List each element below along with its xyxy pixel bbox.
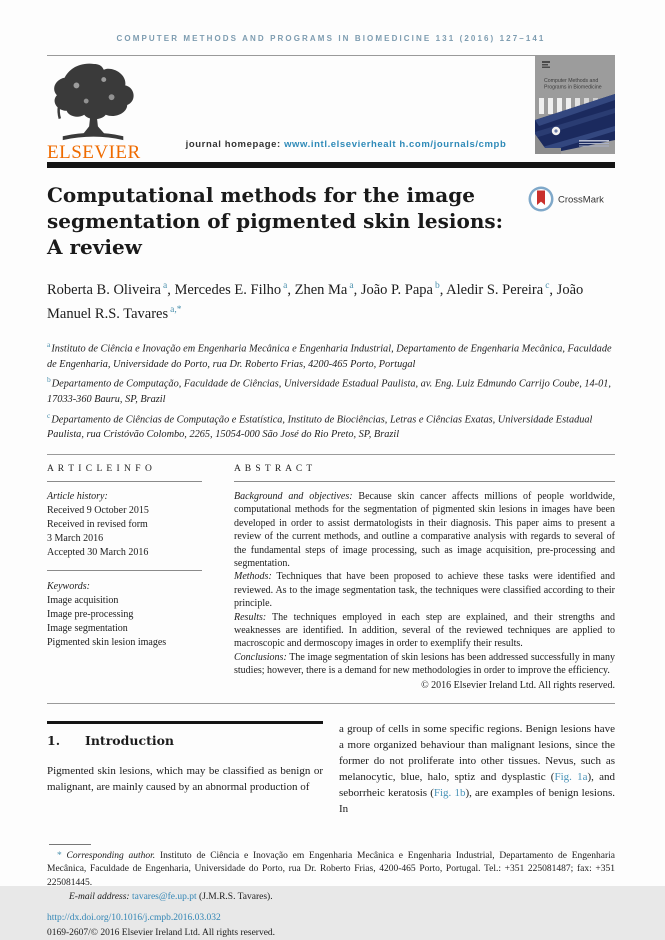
article-info-heading: A R T I C L E I N F O xyxy=(47,463,153,474)
footnote-rule xyxy=(49,844,91,845)
abstract-column xyxy=(234,464,615,693)
abstract-paragraph-methods: Methods: Techniques that have been proposed to achieve these tasks were identified and reviewed. As to the image segmentation task, the techniques were classified according to their principle. xyxy=(234,571,615,610)
affiliations xyxy=(47,337,615,443)
body-paragraph: a group of cells in some specific regions. Benign lesions have a more organized behaviour than malignant lesions, since the former do not proliferate into other tissues. Nevus, such as melanocytic, blue, halo, sptiz and dysplastic (Fig. 1a), and seborrheic keratosis (Fig. 1b), are examples of benign lesions. In xyxy=(339,722,616,815)
article-info-column xyxy=(47,464,202,693)
section-number: 1. xyxy=(47,733,61,749)
section-title: Introduction xyxy=(85,733,175,749)
abstract-paragraph-background: Background and objectives: Because skin cancer affects millions of people worldwide, computational methods for the segmentation of pigmented skin lesions in images have been developed in order to assist dermatologists in their diagnosis. This paper aims to present a review of the current methods, and outline a comparative analysis with regards to several of the fundamental steps of image processing, such as image acquisition, pre-processing and segmentation. xyxy=(234,490,615,569)
author: Aledir S. Pereira $^c$, xyxy=(446,281,557,298)
info-abstract-section xyxy=(47,455,615,693)
article-title: Computational methods for the image segmentation of pigmented skin lesions: A review xyxy=(47,183,504,259)
affiliation-a: $^a$Instituto de Ciência e Inovação em Engenharia Mecânica e Engenharia Industrial, Departamento de Engenharia Mecânica, Faculdade de Engenharia, Universidade do Porto, rua Dr. Roberto Frias, 4200-465 Porto, Portugal xyxy=(47,339,612,370)
affiliation-c: $^c$Departamento de Ciências de Computação e Estatística, Instituto de Biociências, Letras e Ciências Exatas, Universidade Estadual Paulista, rua Cristóvão Colombo, 2265, 15054-000 São José do Rio Preto, SP, Brazil xyxy=(47,410,593,441)
info-section-bottom-divider xyxy=(47,703,615,704)
article-info-rule xyxy=(47,481,202,482)
history-entry: Received 9 October 2015 xyxy=(47,504,149,516)
keyword: Pigmented skin lesion images xyxy=(47,636,167,648)
elsevier-wordmark: ELSEVIER xyxy=(47,142,141,163)
cover-title-line1: Computer Methods and xyxy=(544,78,599,84)
author: Zhen Ma $^a$, xyxy=(294,281,361,298)
author-list xyxy=(47,276,592,324)
crossmark-icon xyxy=(529,187,554,212)
section-heading xyxy=(47,733,323,748)
history-entry: Received in revised form xyxy=(47,518,148,530)
body-section xyxy=(47,721,615,817)
homepage-block xyxy=(159,56,533,160)
crossmark-label: CrossMark xyxy=(558,194,604,206)
cover-block xyxy=(533,56,615,160)
author: Roberta B. Oliveira $^a$, xyxy=(47,281,175,298)
homepage-label: journal homepage: xyxy=(185,139,281,150)
elsevier-logo xyxy=(47,56,159,163)
email-label: E-mail address: xyxy=(69,892,130,903)
homepage-link[interactable]: www.intl.elsevierhealt h.com/journals/cmpb xyxy=(284,139,507,150)
author: João Manuel R.S. Tavares $^{a,*}$ xyxy=(47,281,584,322)
affiliation-b: $^b$Departamento de Computação, Faculdade de Ciências, Universidade Estadual Paulista, av. Eng. Luiz Edmundo Carrijo Coube, 14-01, 17033-360 Bauru, SP, Brazil xyxy=(47,375,611,405)
abstract-heading: A B S T R A C T xyxy=(234,463,314,474)
copyright-line: © 2016 Elsevier Ireland Ltd. All rights reserved. xyxy=(421,679,615,691)
doi-link[interactable]: http://dx.doi.org/10.1016/j.cmpb.2016.03.032 xyxy=(47,912,221,923)
corresponding-author-note: * Corresponding author. Instituto de Ciência e Inovação em Engenharia Mecânica e Engenharia Industrial, Departamento de Engenharia Mecânica, Faculdade de Engenharia, Universidade do Porto, rua Dr. Roberto Frias, 4200-465 Porto, Portugal. Tel.: +351 225081487; fax: +351 225081445. xyxy=(47,850,616,888)
body-paragraph: Pigmented skin lesions, which may be classified as benign or malignant, are mainly caused by an abnormal production of xyxy=(47,765,323,794)
keyword: Image pre-processing xyxy=(47,608,134,620)
history-entry: Accepted 30 March 2016 xyxy=(47,546,149,558)
email-link[interactable]: tavares@fe.up.pt xyxy=(131,892,197,903)
doi-line xyxy=(47,912,615,925)
crossmark-badge[interactable] xyxy=(527,184,623,219)
footnote-block xyxy=(47,844,615,940)
keywords-rule xyxy=(47,570,202,571)
elsevier-tree-icon xyxy=(49,62,139,144)
abstract-paragraph-results: Results: The techniques employed in each step are explained, and their strengths and weaknesses are identified. In addition, several of the reviewed techniques are applied to macroscopic and dermoscopy images in order to exemplify their results. xyxy=(234,611,615,650)
keyword: Image acquisition xyxy=(47,594,119,606)
keywords-label: Keywords: xyxy=(47,580,90,592)
section-heading-rule xyxy=(47,721,323,725)
cover-title-line2: Programs in Biomedicine xyxy=(544,84,602,91)
history-label: Article history: xyxy=(47,490,108,502)
keyword: Image segmentation xyxy=(47,622,128,634)
body-left-column xyxy=(47,721,323,817)
history-entry: 3 March 2016 xyxy=(47,532,104,544)
author: João P. Papa $^b$, xyxy=(360,281,447,298)
journal-cover-thumbnail xyxy=(535,56,615,154)
journal-reference: COMPUTER METHODS AND PROGRAMS IN BIOMEDICINE 131 (2016) 127–141 xyxy=(116,34,546,43)
journal-header-band xyxy=(47,56,615,163)
fig-1a-link[interactable]: Fig. 1a xyxy=(554,770,588,783)
email-line: E-mail address: tavares@fe.up.pt (J.M.R.S. Tavares). xyxy=(69,892,273,903)
fig-1b-link[interactable]: Fig. 1b xyxy=(433,786,466,799)
body-right-column xyxy=(339,721,615,817)
issn-copyright-line: 0169-2607/© 2016 Elsevier Ireland Ltd. All rights reserved. xyxy=(47,927,276,938)
abstract-rule xyxy=(234,481,615,482)
abstract-paragraph-conclusions: Conclusions: The image segmentation of skin lesions has been addressed successfully in many studies; however, there is a demand for new methodologies in order to improve the efficiency. xyxy=(234,651,615,677)
author: Mercedes E. Filho $^a$, xyxy=(174,281,295,298)
